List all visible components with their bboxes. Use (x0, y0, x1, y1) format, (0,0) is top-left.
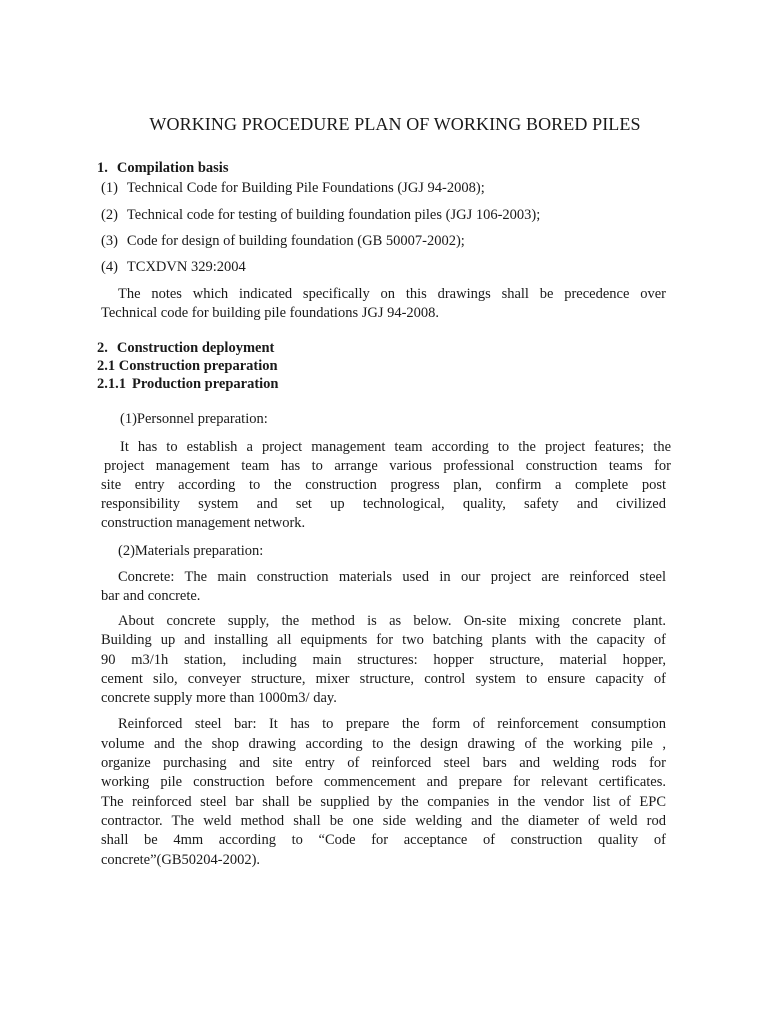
section-2-title: Construction deployment (116, 340, 275, 356)
supply-line-2: Building up and installing all equipments for two batching plants with the capacity of (101, 632, 666, 648)
steel-line-4: working pile construction before commencement and prepare for relevant certificates. (101, 774, 666, 790)
concrete-line-2: bar and concrete. (101, 588, 201, 604)
concrete-line-1: Concrete: The main construction materials used in our project are reinforced steel (118, 569, 666, 585)
steel-line-8: concrete”(GB50204-2002). (101, 852, 261, 868)
compilation-item-1: (1) Technical Code for Building Pile Foundations (JGJ 94-2008); (101, 180, 485, 196)
steel-line-7: shall be 4mm according to “Code for acceptance of construction quality of (101, 832, 666, 848)
steel-line-5: The reinforced steel bar shall be supplied by the companies in the vendor list of EPC (101, 794, 666, 810)
section-1-number: 1. (97, 160, 108, 176)
note-line-2: Technical code for building pile foundations JGJ 94-2008. (101, 305, 440, 321)
personnel-line-4: responsibility system and set up technological, quality, safety and civilized (101, 496, 666, 512)
supply-line-3: 90 m3/1h station, including main structures: hopper structure, material hopper, (101, 652, 666, 668)
steel-line-3: organize purchasing and site entry of reinforced steel bars and welding rods for (101, 755, 666, 771)
materials-label: (2)Materials preparation: (118, 543, 264, 559)
personnel-label: (1)Personnel preparation: (120, 411, 268, 427)
subsection-2-1-heading: 2.1 Construction preparation (97, 358, 278, 374)
personnel-line-2: project management team has to arrange various professional construction teams for (104, 458, 671, 474)
compilation-item-3: (3) Code for design of building foundation (GB 50007-2002); (101, 233, 465, 249)
section-1-heading (97, 159, 228, 177)
personnel-line-1: It has to establish a project management team according to the project features; the (120, 439, 671, 455)
supply-line-4: cement silo, conveyer structure, mixer structure, control system to ensure capacity of (101, 671, 666, 687)
steel-line-6: contractor. The weld method shall be one side welding and the diameter of weld rod (101, 813, 666, 829)
personnel-line-3: site entry according to the construction progress plan, confirm a complete post (101, 477, 666, 493)
compilation-item-2: (2) Technical code for testing of building foundation piles (JGJ 106-2003); (101, 207, 541, 223)
section-2-number: 2. (97, 340, 108, 356)
supply-line-5: concrete supply more than 1000m3/ day. (101, 690, 337, 706)
subsection-2-1-1-heading: 2.1.1 Production preparation (97, 376, 279, 392)
steel-line-1: Reinforced steel bar: It has to prepare the form of reinforcement consumption (118, 716, 666, 732)
section-1-title: Compilation basis (116, 160, 229, 176)
personnel-line-5: construction management network. (101, 515, 306, 531)
section-2-heading (97, 339, 274, 357)
supply-line-1: About concrete supply, the method is as below. On-site mixing concrete plant. (118, 613, 666, 629)
note-line-1: The notes which indicated specifically on this drawings shall be precedence over (118, 286, 666, 302)
compilation-item-4: (4) TCXDVN 329:2004 (101, 259, 246, 275)
document-title: WORKING PROCEDURE PLAN OF WORKING BORED PILES (149, 114, 641, 134)
steel-line-2: volume and the shop drawing according to the design drawing of the working pile , (101, 736, 666, 752)
